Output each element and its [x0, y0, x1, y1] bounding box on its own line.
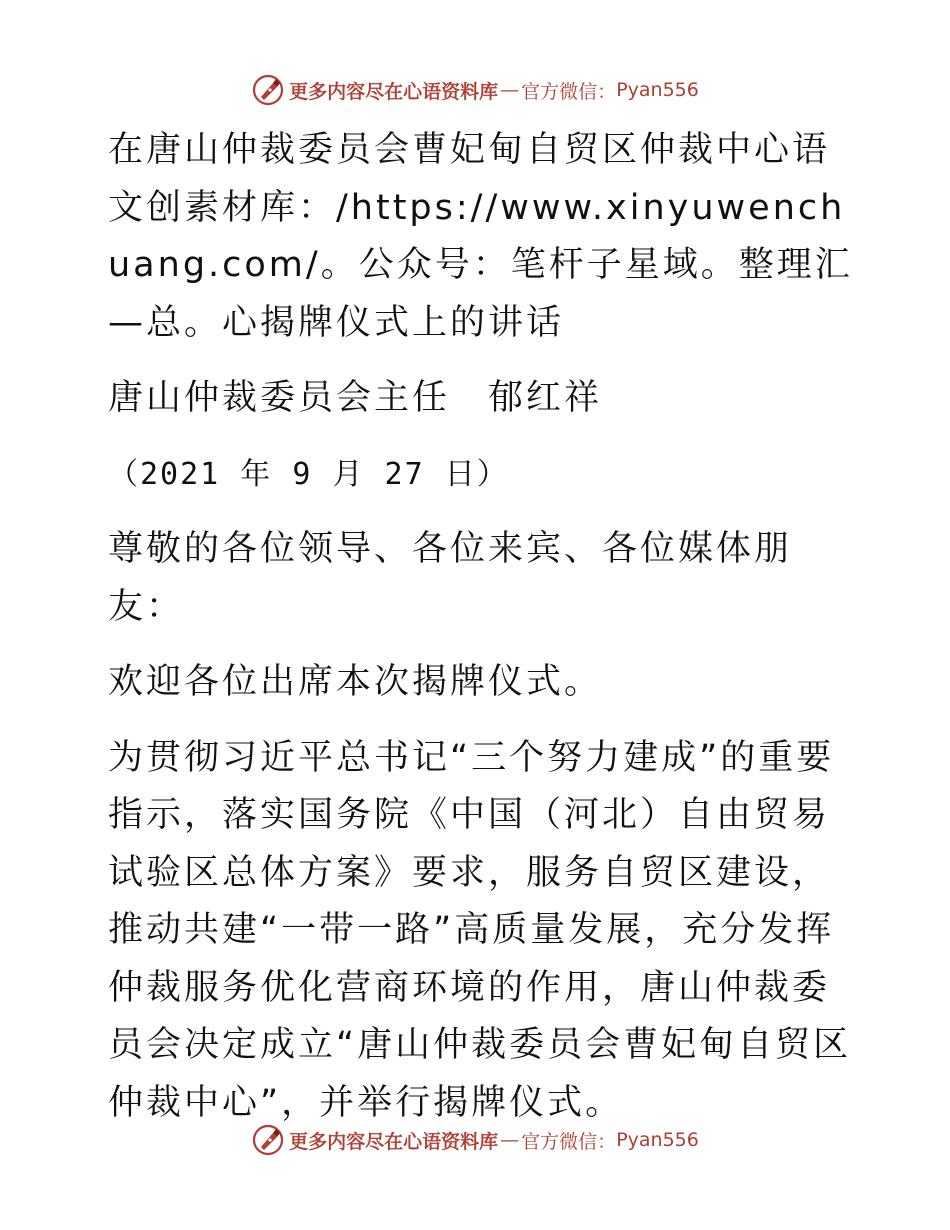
- banner-separator: —: [500, 1129, 520, 1151]
- banner-separator: —: [500, 79, 520, 101]
- paragraph-welcome: 欢迎各位出席本次揭牌仪式。: [108, 662, 603, 702]
- banner-wechat-label: 官方微信：: [521, 80, 617, 103]
- banner-main-text: 更多内容尽在心语资料库: [289, 80, 499, 103]
- paragraph-title: 在唐山仲裁委员会曹妃甸自贸区仲裁中心语文创素材库：/https://www.xinyuwenchuang.com/。公众号：笔杆子星域。整理汇—总。心揭牌仪式上的讲话: [108, 130, 853, 343]
- paragraph-date: （2021 年 9 月 27 日）: [108, 456, 509, 492]
- paragraph-salutation: 尊敬的各位领导、各位来宾、各位媒体朋友：: [108, 529, 793, 627]
- banner-wechat-id: Pyan556: [616, 1129, 699, 1151]
- pen-nib-logo-icon: [251, 73, 285, 107]
- document-body: [96, 120, 856, 1132]
- footer-watermark-banner: [0, 1120, 950, 1160]
- paragraph-body: 为贯彻习近平总书记“三个努力建成”的重要指示，落实国务院《中国（河北）自由贸易试验区总体方案》要求，服务自贸区建设，推动共建“一带一路”高质量发展，充分发挥仲裁服务优化营商环境的作用，唐山仲裁委员会决定成立“唐山仲裁委员会曹妃甸自贸区仲裁中心”，并举行揭牌仪式。: [108, 737, 852, 1123]
- banner-wechat-id: Pyan556: [616, 79, 699, 101]
- header-watermark-banner: [0, 70, 950, 110]
- pen-nib-logo-icon: [251, 1123, 285, 1157]
- paragraph-speaker: 唐山仲裁委员会主任 郁红祥: [108, 378, 603, 418]
- banner-main-text: 更多内容尽在心语资料库: [289, 1130, 499, 1153]
- banner-wechat-label: 官方微信：: [521, 1130, 617, 1153]
